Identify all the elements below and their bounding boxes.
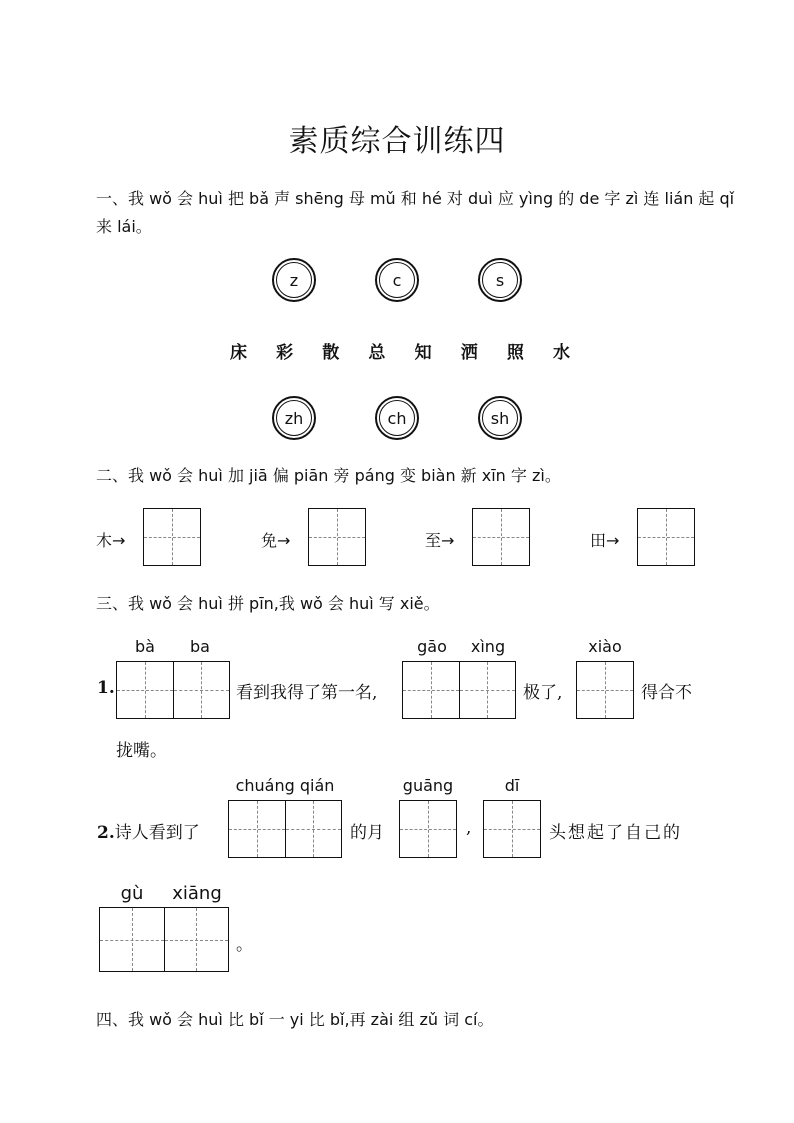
section4-heading: 四、我 wǒ 会 huì 比 bǐ 一 yi 比 bǐ,再 zài 组 zǔ 词 cí。 (96, 1010, 494, 1029)
answer-box[interactable] (472, 508, 530, 566)
initial-circle-zh[interactable] (272, 396, 316, 440)
sentence-text: 头想起了自己的 (549, 823, 682, 843)
pinyin-label: xiào (588, 637, 622, 656)
radical-base-char: 免→ (261, 531, 291, 550)
pinyin-label: ba (190, 637, 210, 656)
radical-base-char: 木→ (96, 531, 126, 550)
answer-box[interactable] (483, 800, 541, 858)
initial-circle-c[interactable] (375, 258, 419, 302)
initial-circle-ch[interactable] (375, 396, 419, 440)
initial-circle-z[interactable] (272, 258, 316, 302)
answer-box[interactable] (637, 508, 695, 566)
character-item[interactable]: 洒 (460, 343, 478, 363)
answer-box-pair[interactable] (99, 907, 229, 972)
question-number: 2. (97, 823, 115, 843)
character-item[interactable]: 水 (552, 343, 570, 363)
initial-label: c (379, 262, 415, 298)
answer-box-pair[interactable] (402, 661, 516, 719)
pinyin-label: chuáng qián (235, 776, 335, 795)
page-title: 素质综合训练四 (288, 124, 506, 159)
section1-heading-line1: 一、我 wǒ 会 huì 把 bǎ 声 shēng 母 mǔ 和 hé 对 duì 应 yìng 的 de 字 zì 连 lián 起 qǐ (96, 189, 735, 208)
pinyin-label: xiāng (172, 883, 222, 904)
section1-heading-line2: 来 lái。 (96, 217, 152, 236)
character-item[interactable]: 床 (230, 343, 247, 363)
character-item[interactable]: 照 (506, 343, 524, 363)
sentence-text: 诗人看到了 (114, 823, 200, 843)
initial-circle-sh[interactable] (478, 396, 522, 440)
pinyin-label: dī (504, 776, 520, 795)
character-item[interactable]: 知 (414, 343, 432, 363)
answer-box[interactable] (399, 800, 457, 858)
pinyin-label: guāng (402, 776, 454, 795)
answer-box-pair[interactable] (228, 800, 342, 858)
pinyin-label: xìng (470, 637, 506, 656)
answer-box-pair[interactable] (116, 661, 230, 719)
radical-base-char: 至→ (425, 531, 455, 550)
sentence-text: 拢嘴。 (116, 741, 167, 761)
pinyin-label: gāo (417, 637, 447, 656)
sentence-text: 得合不 (641, 683, 692, 703)
question-number-and-text (97, 818, 200, 843)
answer-box[interactable] (308, 508, 366, 566)
pinyin-label: gù (120, 883, 144, 904)
section2-heading: 二、我 wǒ 会 huì 加 jiā 偏 piān 旁 páng 变 biàn 新 xīn 字 zì。 (96, 466, 561, 485)
sentence-text: 的月 (350, 823, 384, 843)
section3-heading: 三、我 wǒ 会 huì 拼 pīn,我 wǒ 会 huì 写 xiě。 (96, 594, 440, 613)
character-item[interactable]: 散 (322, 343, 340, 363)
character-item[interactable]: 彩 (276, 343, 294, 363)
character-row (230, 338, 570, 363)
answer-box[interactable] (576, 661, 634, 719)
punctuation: , (466, 818, 472, 838)
initial-label: zh (276, 400, 312, 436)
initial-label: sh (482, 400, 518, 436)
character-item[interactable]: 总 (368, 343, 386, 363)
initial-label: z (276, 262, 312, 298)
pinyin-label: bà (135, 637, 155, 656)
question-number: 1. (97, 678, 115, 698)
initial-label: ch (379, 400, 415, 436)
initial-label: s (482, 262, 518, 298)
sentence-text: 看到我得了第一名, (236, 683, 378, 703)
answer-box[interactable] (143, 508, 201, 566)
punctuation: 。 (236, 935, 253, 955)
radical-base-char: 田→ (590, 531, 620, 550)
sentence-text: 极了, (523, 683, 563, 703)
initial-circle-s[interactable] (478, 258, 522, 302)
